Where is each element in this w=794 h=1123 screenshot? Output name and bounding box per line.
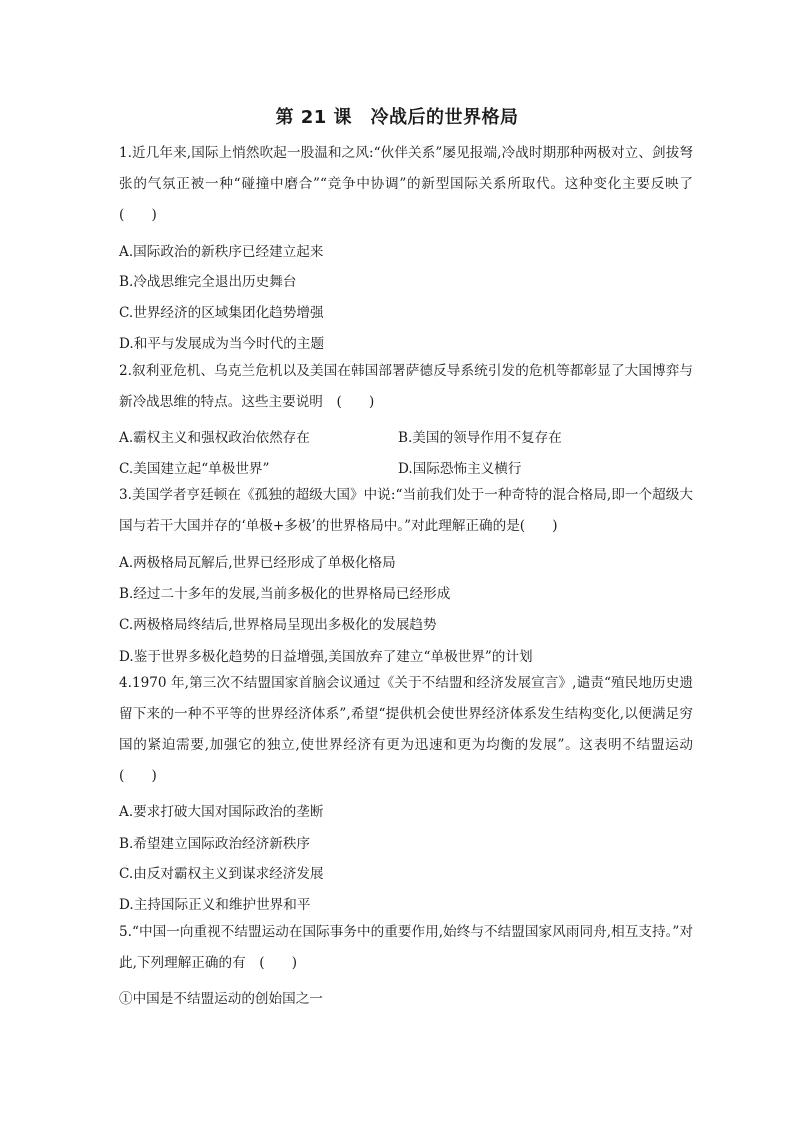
question-1-option-a: A.国际政治的新秩序已经建立起来	[119, 244, 324, 260]
question-2-option-b: B.美国的领导作用不复存在	[398, 430, 562, 446]
question-2-option-d: D.国际恐怖主义横行	[398, 461, 522, 477]
question-4-option-a: A.要求打破大国对国际政治的垄断	[119, 804, 324, 820]
question-3-option-c: C.两极格局终结后,世界格局呈现出多极化的发展趋势	[119, 617, 437, 633]
question-4-stem: 4.1970 年,第三次不结盟国家首脑会议通过《关于不结盟和经济发展宣言》,谴责“殖民地历史遗留下来的一种不平等的世界经济体系”,希望“提供机会使世界经济体系发生结构变化,以便满足穷国的紧迫需要,加强它的独立,使世界经济有更为迅速和更为均衡的发展”。这表明不结盟运动 ( )	[119, 675, 707, 784]
question-4-option-c: C.由反对霸权主义到谋求经济发展	[119, 866, 324, 882]
question-4-option-b: B.希望建立国际政治经济新秩序	[119, 836, 311, 852]
question-2-option-a: A.霸权主义和强权政治依然存在	[119, 430, 310, 446]
question-3-option-a: A.两极格局瓦解后,世界已经形成了单极化格局	[119, 555, 396, 571]
question-3-option-b: B.经过二十多年的发展,当前多极化的世界格局已经形成	[119, 586, 451, 602]
question-1-option-d: D.和平与发展成为当今时代的主题	[119, 336, 325, 352]
question-5-item-1: ①中国是不结盟运动的创始国之一	[119, 991, 323, 1007]
question-1-stem: 1.近几年来,国际上悄然吹起一股温和之风:“伙伴关系”屡见报端,冷战时期那种两极对立、剑拔弩张的气氛正被一种“碰撞中磨合”“竞争中协调”的新型国际关系所取代。这种变化主要反映了 ( )	[119, 145, 707, 223]
question-3-stem: 3.美国学者亨廷顿在《孤独的超级大国》中说:“当前我们处于一种奇特的混合格局,即一个超级大国与若干大国并存的‘单极+多极’的世界格局中。”对此理解正确的是( )	[119, 487, 693, 534]
question-1-option-b: B.冷战思维完全退出历史舞台	[119, 274, 297, 290]
question-2-stem: 2.叙利亚危机、乌克兰危机以及美国在韩国部署萨德反导系统引发的危机等都彰显了大国博弈与新冷战思维的特点。这些主要说明 ( )	[119, 363, 693, 410]
page-title: 第 21 课 冷战后的世界格局	[275, 107, 519, 128]
question-1-option-c: C.世界经济的区域集团化趋势增强	[119, 305, 324, 321]
question-4-option-d: D.主持国际正义和维护世界和平	[119, 897, 311, 913]
question-3-option-d: D.鉴于世界多极化趋势的日益增强,美国放弃了建立“单极世界”的计划	[119, 649, 533, 665]
question-5-stem: 5.“中国一向重视不结盟运动在国际事务中的重要作用,始终与不结盟国家风雨同舟,相互支持。”对此,下列理解正确的有 ( )	[119, 924, 693, 971]
question-2-option-c: C.美国建立起“单极世界”	[119, 461, 270, 477]
